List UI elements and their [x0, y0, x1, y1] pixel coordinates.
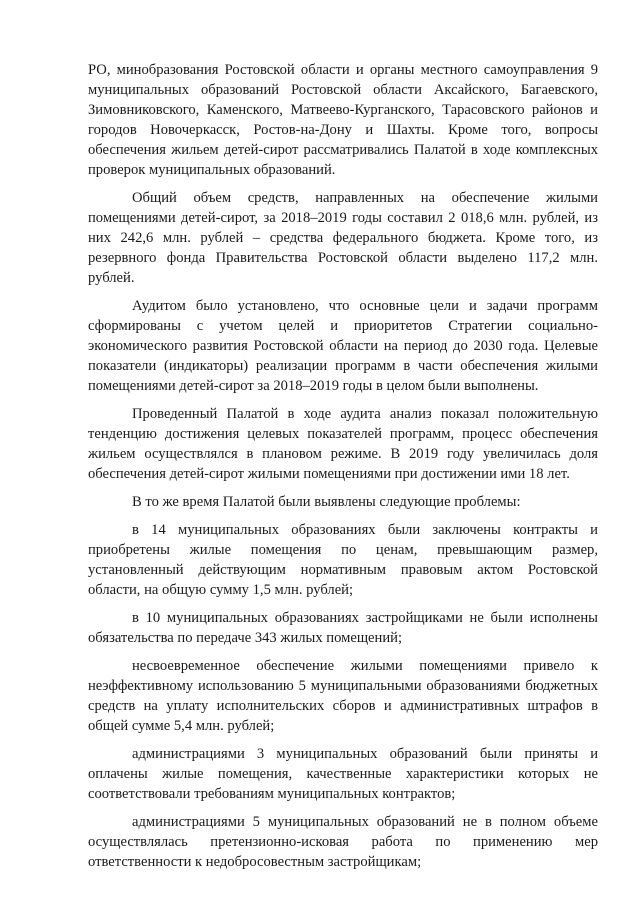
list-item-quality: администрациями 3 муниципальных образований были приняты и оплачены жилые помещения, качественные характеристики которых не соответствовали требованиям муниципальных контрактов;: [88, 746, 598, 802]
paragraph-continuation: РО, минобразования Ростовской области и органы местного самоуправления 9 муниципальных образований Ростовской области Аксайского, Багаевского, Зимовниковского, Каменского, Матвеево-Курганского, Тарасовского районов и городов Новочеркасск, Ростов-на-Дону и Шахты. Кроме того, вопросы обеспечения жильем детей-сирот рассматривались Палатой в ходе комплексных проверок муниципальных образований.: [88, 62, 598, 178]
list-item-fines: несвоевременное обеспечение жилыми помещениями привело к неэффективному использованию 5 муниципальными образованиями бюджетных средств на уплату исполнительских сборов и административных штрафов в общей сумме 5,4 млн. рублей;: [88, 658, 598, 734]
paragraph-audit-goals: Аудитом было установлено, что основные цели и задачи программ сформированы с учетом целей и приоритетов Стратегии социально-экономического развития Ростовской области на период до 2030 года. Целевые показатели (индикаторы) реализации программ в части обеспечения жилыми помещениями детей-сирот за 2018–2019 годы в целом были выполнены.: [88, 298, 598, 394]
list-item-prices: в 14 муниципальных образованиях были заключены контракты и приобретены жилые помещения по ценам, превышающим размер, установленный действующим нормативным правовым актом Ростовской области, на общую сумму 1,5 млн. рублей;: [88, 522, 598, 598]
paragraph-problems-intro: В то же время Палатой были выявлены следующие проблемы:: [132, 494, 521, 510]
list-item-obligations: в 10 муниципальных образованиях застройщиками не были исполнены обязательства по передаче 343 жилых помещений;: [88, 610, 598, 646]
document-body: [88, 60, 598, 880]
list-item-claims: администрациями 5 муниципальных образований не в полном объеме осуществлялась претензионно-исковая работа по применению мер ответственности к недобросовестным застройщикам;: [88, 814, 598, 870]
paragraph-analysis: Проведенный Палатой в ходе аудита анализ показал положительную тенденцию достижения целевых показателей программ, процесс обеспечения жильем осуществлялся в плановом режиме. В 2019 году увеличилась доля обеспечения детей-сирот жилыми помещениями при достижении ими 18 лет.: [88, 406, 598, 482]
paragraph-funding: Общий объем средств, направленных на обеспечение жилыми помещениями детей-сирот, за 2018–2019 годы составил 2 018,6 млн. рублей, из них 242,6 млн. рублей – средства федерального бюджета. Кроме того, из резервного фонда Правительства Ростовской области выделено 117,2 млн. рублей.: [88, 190, 598, 286]
